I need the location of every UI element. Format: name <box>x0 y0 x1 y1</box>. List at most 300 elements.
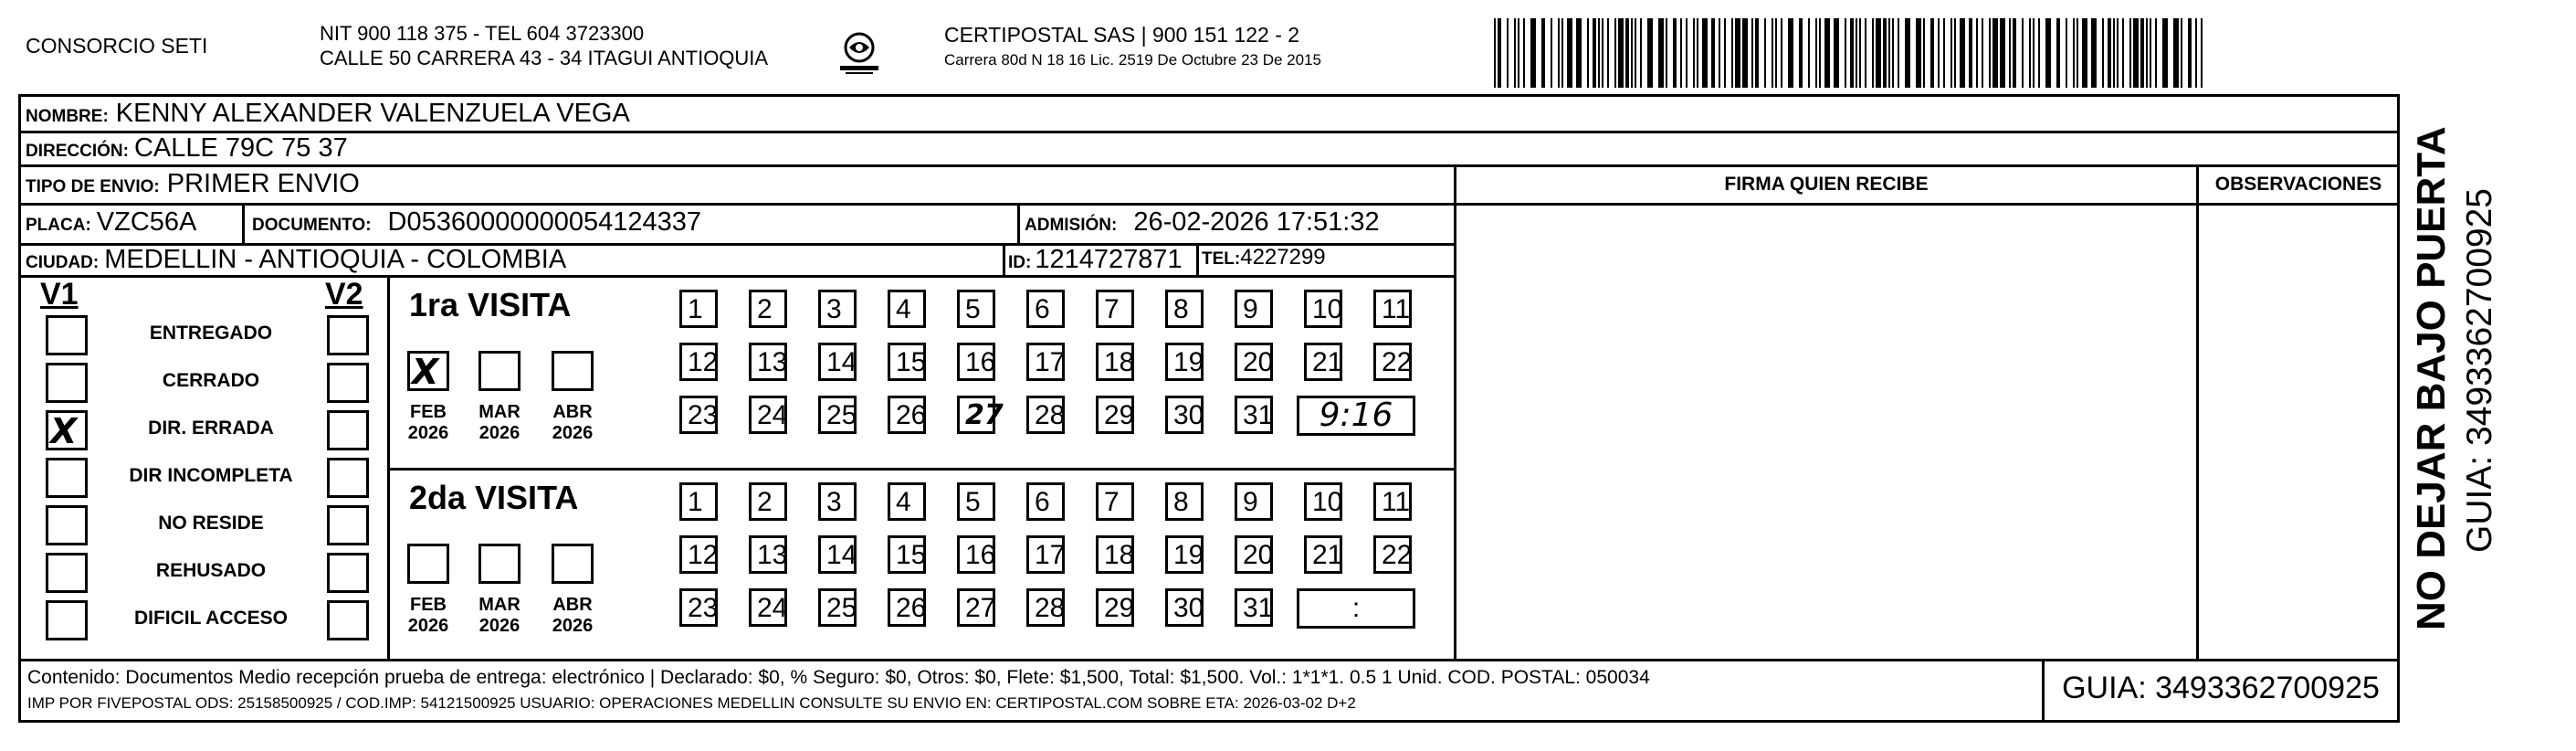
day-box[interactable] <box>888 396 926 434</box>
barcode-bar <box>1631 18 1633 88</box>
day-box[interactable] <box>888 290 926 328</box>
tel-label: TEL: <box>1202 249 1241 269</box>
day-number: 19 <box>1173 347 1204 377</box>
barcode-bar <box>1898 18 1899 88</box>
day-box[interactable] <box>1096 482 1134 521</box>
barcode-bar <box>1614 18 1616 88</box>
admision-label: ADMISIÓN: <box>1025 216 1118 235</box>
day-number: 26 <box>896 593 927 623</box>
month-name: FEB <box>410 595 447 615</box>
barcode-bar <box>2113 18 2115 88</box>
day-number: 1 <box>688 294 703 324</box>
barcode-bar <box>1938 18 1940 88</box>
day-box[interactable] <box>1373 535 1412 574</box>
day-number: 31 <box>1243 400 1274 430</box>
day-number: 14 <box>826 540 857 570</box>
day-number: 22 <box>1382 347 1413 377</box>
day-number: 28 <box>1035 593 1066 623</box>
day-box[interactable] <box>1235 396 1273 434</box>
day-box[interactable] <box>1373 482 1412 521</box>
barcode-bar <box>1731 18 1733 88</box>
visit-time-box[interactable] <box>1297 396 1415 436</box>
barcode-bar <box>1593 18 1596 88</box>
day-number: 10 <box>1312 294 1343 324</box>
day-box[interactable] <box>749 535 787 574</box>
visit-time-box[interactable] <box>1297 588 1415 629</box>
form-left-border <box>18 94 21 723</box>
barcode-bar <box>1923 18 1925 88</box>
barcode-bar <box>1498 18 1501 88</box>
v2-header: V2 <box>325 277 363 312</box>
month-name: ABR <box>552 595 593 615</box>
month-label <box>472 595 527 637</box>
day-number: 11 <box>1382 294 1411 324</box>
footer-imp-line: IMP POR FIVEPOSTAL ODS: 25158500925 / COD.IMP: 54121500925 USUARIO: OPERACIONES MEDELLIN CONSULTE SU ENVIO EN: CERTIPOSTAL.COM SOBRE ETA: 2026-03-02 D+2 <box>27 694 1356 712</box>
day-box[interactable] <box>1165 343 1204 381</box>
barcode-bar <box>1514 18 1516 88</box>
reason-label: CERRADO <box>162 370 260 391</box>
tipo-label: TIPO DE ENVIO: <box>26 177 160 196</box>
firma-left-border <box>1454 164 1456 661</box>
form-top-border <box>18 94 2400 97</box>
barcode-bar <box>1859 18 1861 88</box>
day-box[interactable] <box>818 290 857 328</box>
day-number: 14 <box>826 347 857 377</box>
day-number: 16 <box>965 540 996 570</box>
placa-divider <box>242 203 245 243</box>
admision-value: 26-02-2026 17:51:32 <box>1133 207 1380 237</box>
barcode-bar <box>1992 18 1998 88</box>
barcode-bar <box>1819 18 1821 88</box>
footer-guia: GUIA: 3493362700925 <box>2062 671 2380 705</box>
v1-checkbox[interactable] <box>46 505 88 545</box>
reason-label: DIFICIL ACCESO <box>133 608 288 629</box>
month-checkbox[interactable] <box>407 544 449 584</box>
day-box[interactable] <box>1235 588 1273 627</box>
day-box[interactable] <box>749 588 787 627</box>
barcode-bar <box>1530 18 1536 88</box>
reason-label: DIR. ERRADA <box>148 418 274 439</box>
day-number: 25 <box>826 593 857 623</box>
ciudad-label: CIUDAD: <box>26 253 100 272</box>
v2-checkbox[interactable] <box>327 410 369 450</box>
barcode-bar <box>1576 18 1582 88</box>
nit-line: NIT 900 118 375 - TEL 604 3723300 <box>320 22 645 45</box>
day-number: 4 <box>896 487 911 517</box>
day-box[interactable] <box>818 535 857 574</box>
barcode-bar <box>1954 18 1956 88</box>
barcode-bar <box>2102 18 2104 88</box>
day-number: 23 <box>688 593 719 623</box>
barcode-bar <box>1751 18 1753 88</box>
barcode-bar <box>2201 18 2203 88</box>
v1-checkbox[interactable] <box>46 553 88 593</box>
barcode-bar <box>1735 18 1740 88</box>
day-box[interactable] <box>1235 343 1273 381</box>
company-name: CONSORCIO SETI <box>26 34 208 58</box>
month-year: 2026 <box>552 423 594 443</box>
license-line: Carrera 80d N 18 16 Lic. 2519 De Octubre 23 De 2015 <box>944 51 1321 69</box>
day-box[interactable] <box>1096 290 1134 328</box>
day-number: 29 <box>1104 593 1135 623</box>
day-box[interactable] <box>1165 290 1204 328</box>
firma-header: FIRMA QUIEN RECIBE <box>1724 174 1929 195</box>
barcode-bar <box>1711 18 1715 88</box>
barcode-bar <box>1788 18 1793 88</box>
visits-left-border <box>387 275 390 659</box>
v1-checkbox[interactable] <box>46 410 88 450</box>
v1-header: V1 <box>40 277 79 312</box>
day-number: 24 <box>757 593 788 623</box>
day-number: 27 <box>965 593 996 623</box>
barcode-bar <box>2066 18 2067 88</box>
visit-title: 1ra VISITA <box>409 286 572 323</box>
barcode-bar <box>1876 18 1881 88</box>
day-box[interactable] <box>679 290 718 328</box>
month-checkbox[interactable] <box>478 351 520 391</box>
id-value: 1214727871 <box>1035 245 1183 274</box>
barcode-bar <box>1635 18 1636 88</box>
barcode-bar <box>2195 18 2197 88</box>
barcode-bar <box>1856 18 1857 88</box>
barcode-bar <box>1673 18 1677 88</box>
day-box[interactable] <box>888 588 926 627</box>
month-checkbox[interactable] <box>552 351 594 391</box>
day-box[interactable] <box>1026 396 1065 434</box>
day-number: 15 <box>896 540 927 570</box>
id-row <box>1008 245 1183 275</box>
barcode-bar <box>2000 18 2005 88</box>
day-number: 16 <box>965 347 996 377</box>
month-checkbox[interactable] <box>478 544 520 584</box>
day-number: 19 <box>1173 540 1204 570</box>
month-year: 2026 <box>478 423 520 443</box>
month-checkbox[interactable] <box>552 544 594 584</box>
barcode-bar <box>1969 18 1972 88</box>
handwritten-mark: X <box>50 411 78 451</box>
barcode-bar <box>1850 18 1854 88</box>
day-box[interactable] <box>818 588 857 627</box>
month-name: ABR <box>552 402 593 422</box>
v2-checkbox[interactable] <box>327 315 369 355</box>
barcode-bar <box>2091 18 2097 88</box>
footer-content-line: Contenido: Documentos Medio recepción prueba de entrega: electrónico | Declarado: $0, % Seguro: $0, Otros: $0, Flete: $1,500, Total: $1,500. Vol.: 1*1*1. 0.5 1 Unid. COD. POSTAL: 050034 <box>27 667 1650 688</box>
row-divider <box>18 164 2400 167</box>
barcode-bar <box>1541 18 1545 88</box>
month-name: MAR <box>478 595 520 615</box>
visit-title: 2da VISITA <box>409 479 579 516</box>
day-box[interactable] <box>1304 482 1342 521</box>
direccion-value: CALLE 79C 75 37 <box>133 133 348 163</box>
barcode-bar <box>2117 18 2119 88</box>
address-line: CALLE 50 CARRERA 43 - 34 ITAGUI ANTIOQUIA <box>320 47 769 69</box>
barcode-bar <box>1658 18 1664 88</box>
barcode-bar <box>2077 18 2078 88</box>
day-number: 27 <box>965 399 1004 431</box>
month-name: FEB <box>410 402 447 422</box>
barcode-bar <box>1607 18 1609 88</box>
day-number: 15 <box>896 347 927 377</box>
day-number: 31 <box>1243 593 1274 623</box>
barcode-bar <box>2022 18 2024 88</box>
barcode-bar <box>1865 18 1866 88</box>
month-label <box>401 402 456 444</box>
row-divider <box>18 131 2400 133</box>
barcode-bar <box>2122 18 2124 88</box>
day-box[interactable] <box>1304 290 1342 328</box>
day-number: 8 <box>1173 294 1189 324</box>
barcode-bar <box>1892 18 1894 88</box>
v2-checkbox[interactable] <box>327 363 369 403</box>
barcode-bar <box>1930 18 1934 88</box>
day-box[interactable] <box>1304 535 1342 574</box>
barcode-bar <box>2173 18 2179 88</box>
ciudad-value: MEDELLIN - ANTIOQUIA - COLOMBIA <box>104 245 567 274</box>
documento-row <box>252 207 701 238</box>
day-box[interactable] <box>1026 535 1065 574</box>
day-box[interactable] <box>818 396 857 434</box>
day-box[interactable] <box>1026 588 1065 627</box>
day-number: 20 <box>1243 540 1274 570</box>
barcode-bar <box>1598 18 1600 88</box>
v1-checkbox[interactable] <box>46 600 88 640</box>
barcode-bar <box>1916 18 1921 88</box>
admision-row <box>1025 207 1380 238</box>
nombre-row <box>26 99 630 129</box>
day-number: 2 <box>757 487 773 517</box>
day-box[interactable] <box>957 343 995 381</box>
barcode-bar <box>1764 18 1766 88</box>
day-box[interactable] <box>1165 535 1204 574</box>
day-box[interactable] <box>888 343 926 381</box>
day-box[interactable] <box>749 396 787 434</box>
barcode-bar <box>1558 18 1560 88</box>
nombre-label: NOMBRE: <box>26 107 109 126</box>
barcode-bar <box>2181 18 2182 88</box>
day-box[interactable] <box>818 482 857 521</box>
day-box[interactable] <box>1235 482 1273 521</box>
day-box[interactable] <box>679 343 718 381</box>
month-year: 2026 <box>407 423 449 443</box>
barcode-bar <box>1943 18 1945 88</box>
visit-time-text: 9:16 <box>1319 397 1393 434</box>
day-box[interactable] <box>957 535 995 574</box>
day-number: 5 <box>965 294 981 324</box>
reason-label: REHUSADO <box>155 560 267 581</box>
barcode-bar <box>1647 18 1653 88</box>
day-box[interactable] <box>1304 343 1342 381</box>
day-number: 20 <box>1243 347 1274 377</box>
day-number: 1 <box>688 487 703 517</box>
day-box[interactable] <box>749 343 787 381</box>
day-number: 11 <box>1382 487 1411 517</box>
observaciones-left-border <box>2196 164 2199 661</box>
certipostal-line: CERTIPOSTAL SAS | 900 151 122 - 2 <box>944 23 1300 47</box>
barcode <box>1494 18 2215 88</box>
day-box[interactable] <box>1235 535 1273 574</box>
day-box[interactable] <box>1026 290 1065 328</box>
v1-checkbox[interactable] <box>46 458 88 498</box>
day-number: 23 <box>688 400 719 430</box>
month-year: 2026 <box>407 616 449 636</box>
barcode-bar <box>2013 18 2016 88</box>
day-box[interactable] <box>679 482 718 521</box>
side-guia: GUIA: 3493362700925 <box>2460 188 2499 553</box>
day-number: 13 <box>757 540 788 570</box>
barcode-bar <box>2045 18 2051 88</box>
day-box[interactable] <box>1235 290 1273 328</box>
day-box[interactable] <box>957 588 995 627</box>
day-box[interactable] <box>1165 396 1204 434</box>
id-label: ID: <box>1008 253 1032 272</box>
barcode-bar <box>1702 18 1708 88</box>
barcode-bar <box>1494 18 1496 88</box>
day-number: 13 <box>757 347 788 377</box>
barcode-bar <box>2038 18 2040 88</box>
day-box[interactable] <box>1373 290 1412 328</box>
day-box[interactable] <box>957 290 995 328</box>
barcode-bar <box>1693 18 1695 88</box>
day-number: 24 <box>757 400 788 430</box>
row-divider <box>18 203 2400 206</box>
month-year: 2026 <box>478 616 520 636</box>
day-box[interactable] <box>749 482 787 521</box>
barcode-bar <box>1834 18 1839 88</box>
barcode-bar <box>1845 18 1846 88</box>
day-box[interactable] <box>1096 343 1134 381</box>
month-label <box>545 595 600 637</box>
day-box[interactable] <box>957 482 995 521</box>
row-divider <box>18 275 1456 278</box>
day-box[interactable] <box>1096 588 1134 627</box>
visits-divider <box>387 468 1456 471</box>
barcode-bar <box>1625 18 1629 88</box>
day-box[interactable] <box>679 535 718 574</box>
documento-value: D05360000000054124337 <box>387 207 702 237</box>
day-box[interactable] <box>888 535 926 574</box>
barcode-bar <box>1960 18 1965 88</box>
barcode-bar <box>2146 18 2148 88</box>
day-number: 4 <box>896 294 911 324</box>
barcode-bar <box>1808 18 1810 88</box>
barcode-bar <box>2029 18 2031 88</box>
barcode-bar <box>1772 18 1773 88</box>
day-box[interactable] <box>818 343 857 381</box>
barcode-bar <box>1666 18 1667 88</box>
day-box[interactable] <box>1026 482 1065 521</box>
v2-checkbox[interactable] <box>327 505 369 545</box>
day-number: 12 <box>688 540 719 570</box>
barcode-bar <box>1523 18 1525 88</box>
barcode-bar <box>2009 18 2011 88</box>
v1-checkbox[interactable] <box>46 363 88 403</box>
barcode-bar <box>1824 18 1830 88</box>
v2-checkbox[interactable] <box>327 600 369 640</box>
barcode-bar <box>1719 18 1720 88</box>
month-label <box>472 402 527 444</box>
day-box[interactable] <box>679 588 718 627</box>
month-label <box>401 595 456 637</box>
barcode-bar <box>1518 18 1519 88</box>
barcode-bar <box>1742 18 1748 88</box>
day-box[interactable] <box>679 396 718 434</box>
barcode-bar <box>1976 18 1978 88</box>
day-number: 5 <box>965 487 981 517</box>
day-number: 6 <box>1035 294 1050 324</box>
day-number: 22 <box>1382 540 1413 570</box>
day-box[interactable] <box>888 482 926 521</box>
reason-label: DIR INCOMPLETA <box>129 465 293 486</box>
nombre-value: KENNY ALEXANDER VALENZUELA VEGA <box>115 99 630 128</box>
day-number: 7 <box>1104 294 1120 324</box>
v2-checkbox[interactable] <box>327 458 369 498</box>
barcode-bar <box>1551 18 1552 88</box>
day-number: 17 <box>1035 540 1066 570</box>
day-box[interactable] <box>749 290 787 328</box>
barcode-bar <box>2056 18 2060 88</box>
day-number: 8 <box>1173 487 1189 517</box>
v2-checkbox[interactable] <box>327 553 369 593</box>
day-box[interactable] <box>1165 482 1204 521</box>
reason-label: NO RESIDE <box>158 513 264 534</box>
barcode-bar <box>1883 18 1887 88</box>
tipo-row <box>26 169 360 199</box>
day-box[interactable] <box>1096 535 1134 574</box>
month-label <box>545 402 600 444</box>
admision-divider <box>1017 203 1020 243</box>
barcode-bar <box>1680 18 1682 88</box>
barcode-bar <box>1618 18 1624 88</box>
day-number: 30 <box>1173 593 1204 623</box>
barcode-bar <box>1781 18 1782 88</box>
day-box[interactable] <box>1165 588 1204 627</box>
day-number: 28 <box>1035 400 1066 430</box>
day-number: 18 <box>1104 540 1135 570</box>
barcode-bar <box>2133 18 2139 88</box>
barcode-bar <box>1950 18 1952 88</box>
month-checkbox[interactable] <box>407 351 449 391</box>
day-box[interactable] <box>957 396 1004 434</box>
day-box[interactable] <box>1026 343 1065 381</box>
placa-value: VZC56A <box>96 207 197 237</box>
day-number: 29 <box>1104 400 1135 430</box>
id-divider <box>1003 243 1005 275</box>
barcode-bar <box>2150 18 2151 88</box>
day-number: 21 <box>1312 540 1343 570</box>
barcode-bar <box>2073 18 2075 88</box>
barcode-bar <box>1982 18 1983 88</box>
barcode-bar <box>1587 18 1589 88</box>
day-number: 17 <box>1035 347 1066 377</box>
day-number: 3 <box>826 487 842 517</box>
barcode-bar <box>2108 18 2111 88</box>
tipo-value: PRIMER ENVIO <box>166 169 360 198</box>
day-number: 21 <box>1312 347 1343 377</box>
reason-label: ENTREGADO <box>149 323 273 344</box>
day-number: 18 <box>1104 347 1135 377</box>
day-box[interactable] <box>1373 343 1412 381</box>
day-box[interactable] <box>1096 396 1134 434</box>
barcode-bar <box>1640 18 1642 88</box>
barcode-bar <box>2188 18 2192 88</box>
barcode-bar <box>2129 18 2131 88</box>
documento-label: DOCUMENTO: <box>252 216 372 235</box>
placa-label: PLACA: <box>26 216 91 235</box>
month-year: 2026 <box>552 616 594 636</box>
v1-checkbox[interactable] <box>46 315 88 355</box>
barcode-bar <box>2082 18 2087 88</box>
barcode-bar <box>2155 18 2157 88</box>
